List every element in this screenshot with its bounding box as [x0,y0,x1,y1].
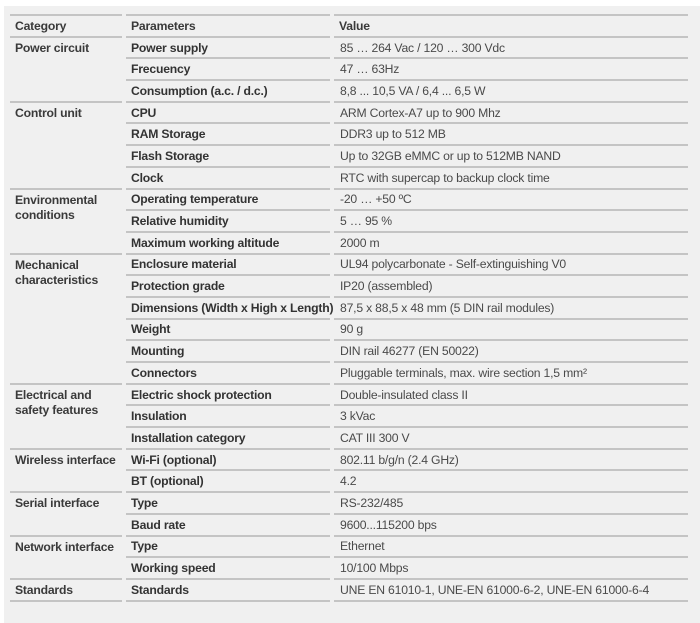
category-cell: Serial interface [10,492,124,535]
parameter-cell: Standards [124,579,332,601]
value-cell: DIN rail 46277 (EN 50022) [332,340,688,362]
parameter-cell: Baud rate [124,514,332,536]
parameter-cell: Operating temperature [124,189,332,211]
header-category: Category [10,15,124,37]
category-cell: Wireless interface [10,449,124,492]
parameter-cell: Enclosure material [124,254,332,276]
value-cell: CAT III 300 V [332,427,688,449]
value-cell: 9600...115200 bps [332,514,688,536]
parameter-cell: Electric shock protection [124,384,332,406]
table-row [10,384,688,406]
parameter-cell: Relative humidity [124,210,332,232]
value-cell: UL94 polycarbonate - Self-extinguishing V0 [332,254,688,276]
parameter-cell: Type [124,492,332,514]
header-parameters: Parameters [124,15,332,37]
parameter-cell: Insulation [124,405,332,427]
category-cell: Network interface [10,536,124,579]
parameter-cell: Protection grade [124,275,332,297]
value-cell: Double-insulated class II [332,384,688,406]
table-row [10,37,688,59]
parameter-cell: Consumption (a.c. / d.c.) [124,80,332,102]
parameter-cell: Frecuency [124,58,332,80]
parameter-cell: Wi-Fi (optional) [124,449,332,471]
parameter-cell: Weight [124,319,332,341]
parameter-cell: Dimensions (Width x High x Length) [124,297,332,319]
table-row [10,449,688,471]
value-cell: 87,5 x 88,5 x 48 mm (5 DIN rail modules) [332,297,688,319]
table-row [10,102,688,124]
parameter-cell: Clock [124,167,332,189]
table-row [10,579,688,601]
value-cell: RS-232/485 [332,492,688,514]
parameter-cell: Power supply [124,37,332,59]
value-cell: 5 … 95 % [332,210,688,232]
value-cell: DDR3 up to 512 MB [332,123,688,145]
value-cell: Up to 32GB eMMC or up to 512MB NAND [332,145,688,167]
category-cell: Power circuit [10,37,124,102]
category-cell: Control unit [10,102,124,189]
parameter-cell: Mounting [124,340,332,362]
value-cell: UNE EN 61010-1, UNE-EN 61000-6-2, UNE-EN 61000-6-4 [332,579,688,601]
table-row [10,189,688,211]
specifications-table [10,14,688,602]
parameter-cell: Working speed [124,557,332,579]
value-cell: Ethernet [332,536,688,558]
table-row [10,492,688,514]
header-value: Value [332,15,688,37]
category-cell: Mechanical characteristics [10,254,124,384]
value-cell: 4.2 [332,470,688,492]
value-cell: ARM Cortex-A7 up to 900 Mhz [332,102,688,124]
value-cell: 47 … 63Hz [332,58,688,80]
parameter-cell: BT (optional) [124,470,332,492]
value-cell: 8,8 ... 10,5 VA / 6,4 ... 6,5 W [332,80,688,102]
parameter-cell: Type [124,536,332,558]
parameter-cell: RAM Storage [124,123,332,145]
table-body [10,37,688,601]
parameter-cell: Maximum working altitude [124,232,332,254]
value-cell: -20 … +50 ºC [332,189,688,211]
table-row [10,536,688,558]
parameter-cell: Flash Storage [124,145,332,167]
category-cell: Electrical and safety features [10,384,124,449]
value-cell: 2000 m [332,232,688,254]
value-cell: 10/100 Mbps [332,557,688,579]
value-cell: IP20 (assembled) [332,275,688,297]
table-header-row [10,15,688,37]
category-cell: Environmental conditions [10,189,124,254]
parameter-cell: CPU [124,102,332,124]
category-cell: Standards [10,579,124,601]
parameter-cell: Connectors [124,362,332,384]
value-cell: 85 … 264 Vac / 120 … 300 Vdc [332,37,688,59]
value-cell: 802.11 b/g/n (2.4 GHz) [332,449,688,471]
value-cell: 3 kVac [332,405,688,427]
table-row [10,254,688,276]
value-cell: Pluggable terminals, max. wire section 1,5 mm² [332,362,688,384]
value-cell: RTC with supercap to backup clock time [332,167,688,189]
value-cell: 90 g [332,319,688,341]
parameter-cell: Installation category [124,427,332,449]
